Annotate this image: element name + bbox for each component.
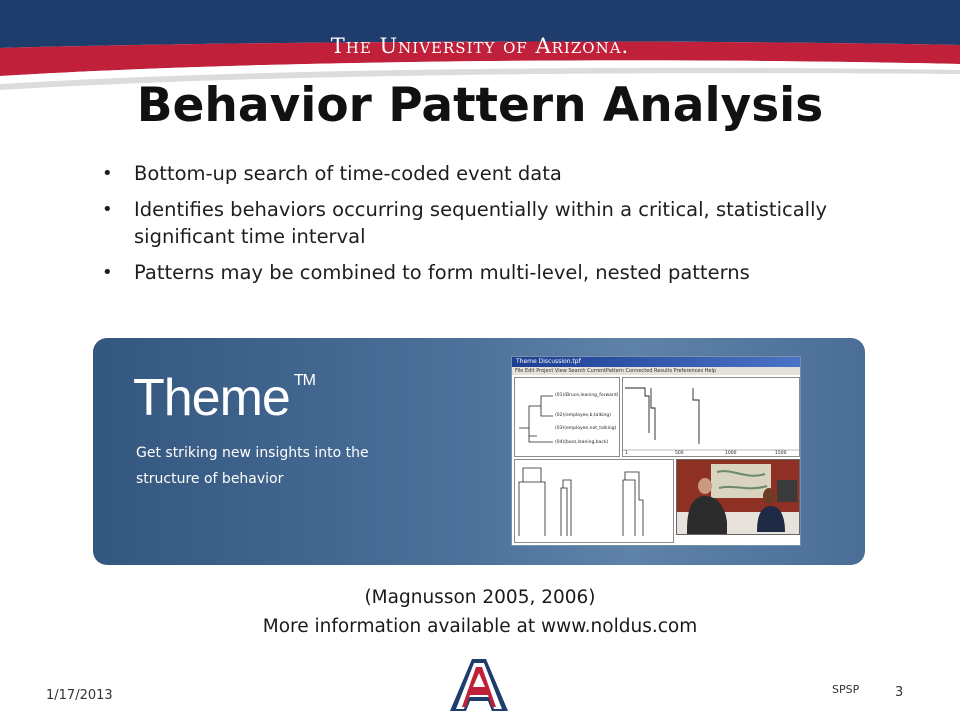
bullet-item: [102, 259, 862, 286]
pattern-label: (03)(employee,not_talking): [555, 426, 617, 431]
bullet-item: [102, 160, 862, 187]
citation-reference: (Magnusson 2005, 2006): [364, 587, 596, 608]
theme-logo: [133, 368, 315, 428]
meeting-photo: [676, 459, 800, 535]
citation-block: [0, 583, 960, 641]
bullet-text: Identifies behaviors occurring sequentially within a critical, statistically significant time interval: [134, 198, 828, 248]
axis-tick: 1: [625, 451, 628, 456]
theme-app-screenshot: [511, 356, 801, 546]
trademark-mark: TM: [293, 372, 315, 389]
bullet-text: Patterns may be combined to form multi-level, nested patterns: [134, 261, 750, 284]
footer-date: 1/17/2013: [46, 688, 113, 703]
bullet-icon: •: [102, 262, 113, 283]
pattern-tree-pane: [514, 377, 620, 457]
footer-label: SPSP: [832, 683, 860, 696]
pattern-label: (01)(Bruce,leaning_forward): [555, 393, 619, 398]
more-info-line: More information available at www.noldus.com: [262, 616, 698, 637]
bullet-list: [102, 160, 862, 295]
pattern-label: (04)(boss,leaning,back): [555, 440, 609, 445]
pattern-label: (02)(employee,b,talking): [555, 413, 612, 418]
tagline-line: structure of behavior: [136, 471, 284, 487]
axis-tick: 1500: [775, 451, 787, 456]
tagline-line: Get striking new insights into the: [136, 445, 369, 461]
timeline-pane: [514, 459, 674, 543]
app-body: [514, 377, 800, 543]
pattern-occurrence-pane: [622, 377, 800, 457]
timeline-lines: [515, 460, 674, 543]
university-a-logo-icon: [446, 653, 512, 715]
bullet-item: [102, 196, 862, 250]
occurrence-lines: [623, 378, 800, 457]
slide-number: 3: [895, 685, 904, 700]
university-name: The University of Arizona.: [330, 34, 630, 58]
bullet-icon: •: [102, 199, 113, 220]
axis-tick: 1000: [725, 451, 737, 456]
slide-title: Behavior Pattern Analysis: [136, 78, 824, 133]
bullet-icon: •: [102, 163, 113, 184]
bullet-text: Bottom-up search of time-coded event data: [134, 162, 562, 185]
theme-software-banner: [93, 338, 865, 565]
axis-tick: 500: [675, 451, 684, 456]
theme-logo-text: Theme: [133, 369, 290, 427]
app-titlebar: Theme Discussion.tpf: [512, 357, 800, 367]
app-menubar: File Edit Project View Search CurrentPattern Connected Results Preferences Help: [512, 367, 800, 375]
meeting-photo-art: [677, 460, 800, 535]
theme-tagline: [136, 440, 396, 492]
